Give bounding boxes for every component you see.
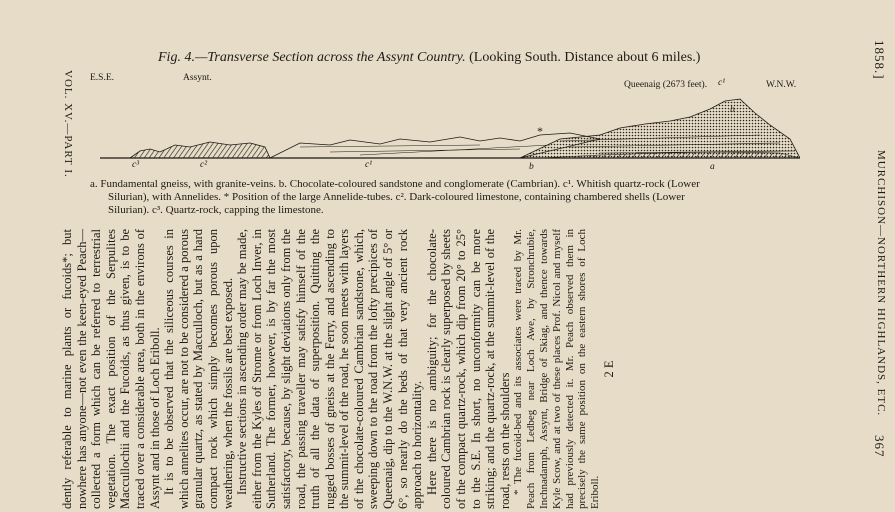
year-marker: 1858.] [872, 40, 887, 80]
body-text [60, 229, 645, 509]
caption-line-2: Silurian), with Annelides. * Position of the large Annelide-tubes. c². Dark-coloured limestone, containing chambered shells (Lower [108, 191, 685, 203]
figure-title-line [158, 50, 700, 66]
peak-c1-label: c¹ [718, 78, 726, 88]
strata-b-sandstone [520, 99, 800, 158]
bottom-label-a: a [710, 162, 715, 172]
body-paragraph: Here there is no ambiguity; for the chocolate-coloured Cambrian rock is clearly superposed by sheets of the compact quartz-rock, which dip from 20° to 25° to the S.E. In short, no unconformity can be more striking; and the quartz-rock, at the summit-level of the road, rests on the shoulders [424, 229, 512, 509]
bottom-label-c2: c² [200, 160, 208, 170]
place-assynt: Assynt. [183, 73, 212, 83]
footnote: * The fucoid-bed and its associates were traced by Mr. Peach from Ledbeg near Loch Awe, by Stronchrubie, Inchnadamph, Assynt, Bridge of Skiag, and thence towards Kyle Scow, and at two of these places Prof. Nicol and myself had previously detected it. Mr. Peach observed them in precisely the same position on the eastern shores of Loch Eriboll. [512, 229, 602, 509]
running-header-left: VOL. XV.—PART I. [62, 70, 74, 178]
figure-caption [90, 178, 810, 217]
figure-subtitle: (Looking South. Distance about 6 miles.) [469, 50, 701, 65]
body-paragraph: Instructive sections in ascending order may be made, either from the Kyles of Strome or from Loch Inver, in Sutherland. The former, however, is by far the most satisfactory, because, by slight deviations only from the road, the passing traveller may satisfy himself of the truth of all the data of superposition. Quitting the rugged bosses of gneiss at the Ferry, and ascending to the summit-level of the road, he soon meets with layers of the chocolate-coloured Cambrian sandstone, which, sweeping down to the road from the lofty precipices of Queenaig, dip to the W.N.W. at the slight angle of 5° or 6°, so nearly do the beds of that very ancient rock approach to horizontality. [235, 229, 425, 509]
bottom-label-c1: c¹ [365, 160, 373, 170]
bottom-label-b: b [529, 162, 534, 172]
geological-section [100, 95, 800, 167]
page-number: 367 [872, 435, 887, 458]
body-paragraph: It is to be observed that the siliceous courses in which annelites occur, are not to be considered a porous granular quartz, as stated by Macculloch, but as a hard compact rock which simply becomes porous upon weathering, when the fossils are best exposed. [162, 229, 235, 509]
caption-line-3: Silurian). c³. Quartz-rock, capping the limestone. [108, 204, 324, 216]
caption-line-1: a. Fundamental gneiss, with granite-veins. b. Chocolate-coloured sandstone and conglomerate (Cambrian). c¹. Whitish quartz-rock (Lower [90, 178, 700, 190]
body-paragraph: dently referable to marine plants or fucoids*; but nowhere has anyone—not even the keen-eyed Peach—collected a form which can be referred to terrestrial vegetation. The exact position of the Serpulites Maccullochii and the Fucoids, as thus given, is to be traced over a considerable area, both in the environs of Assynt and in those of Loch Eriboll. [60, 229, 162, 509]
annelide-star: * [537, 124, 543, 138]
bottom-label-c3: c³ [132, 160, 140, 170]
direction-right: W.N.W. [766, 80, 797, 90]
figure-title: Fig. 4.—Transverse Section across the Assynt Country. [158, 50, 466, 65]
signature-mark: 2 E [601, 360, 616, 378]
strata-c3-c2 [130, 142, 270, 158]
peak-label: Queenaig (2673 feet). [624, 80, 708, 90]
running-header-right: MURCHISON—NORTHERN HIGHLANDS, ETC. [875, 150, 887, 417]
direction-left: E.S.E. [90, 73, 115, 83]
